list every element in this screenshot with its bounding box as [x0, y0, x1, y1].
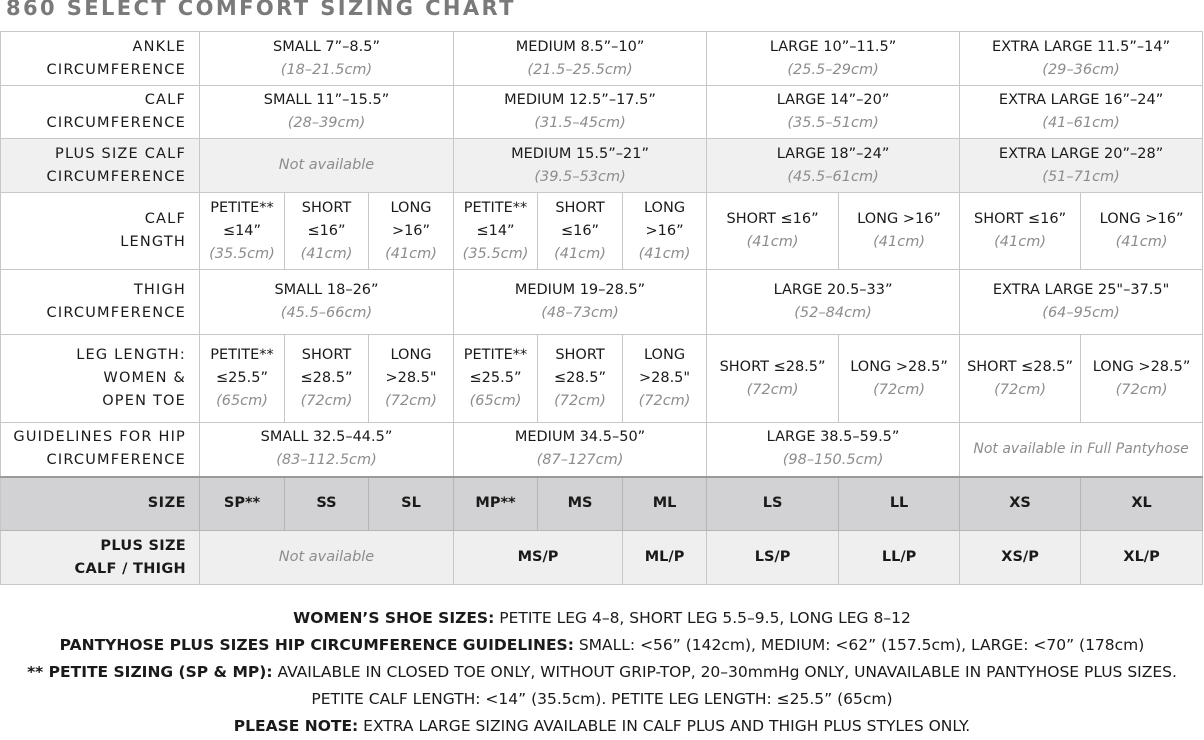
length-cell: PETITE** ≤25.5” (65cm)	[454, 335, 538, 423]
size-code: SS	[285, 477, 369, 531]
size-code: LL/P	[839, 531, 960, 585]
leg-length-row	[1, 335, 1203, 423]
size-cell: SMALL 18–26” (45.5–66cm)	[200, 270, 454, 335]
petite-sizing-note: ** PETITE SIZING (SP & MP): AVAILABLE IN CLOSED TOE ONLY, WITHOUT GRIP-TOP, 20–30mmHg ONLY, UNAVAILABLE IN PANTYHOSE PLUS SIZES.	[27, 663, 1177, 681]
size-cell: LARGE 20.5–33” (52–84cm)	[707, 270, 960, 335]
calf-length-row	[1, 193, 1203, 270]
size-code: LS	[707, 477, 839, 531]
length-cell: LONG >16” (41cm)	[839, 193, 960, 270]
size-code: ML/P	[623, 531, 707, 585]
size-cell: LARGE 38.5–59.5” (98–150.5cm)	[707, 423, 960, 477]
row-label: THIGH CIRCUMFERENCE	[1, 270, 200, 335]
not-available-cell: Not available in Full Pantyhose	[960, 423, 1203, 477]
petite-length-note: PETITE CALF LENGTH: <14” (35.5cm). PETITE LEG LENGTH: ≤25.5” (65cm)	[311, 690, 893, 708]
size-cell: LARGE 10”–11.5” (25.5–29cm)	[707, 32, 960, 86]
length-cell: LONG >28.5" (72cm)	[623, 335, 707, 423]
size-cell: LARGE 18”–24” (45.5–61cm)	[707, 139, 960, 193]
row-label: PLUS SIZE CALF / THIGH	[1, 531, 200, 585]
please-note: PLEASE NOTE: EXTRA LARGE SIZING AVAILABLE IN CALF PLUS AND THIGH PLUS STYLES ONLY.	[233, 717, 971, 735]
size-cell: MEDIUM 12.5”–17.5” (31.5–45cm)	[454, 86, 707, 139]
row-label: PLUS SIZE CALF CIRCUMFERENCE	[1, 139, 200, 193]
size-code-row	[1, 477, 1203, 531]
length-cell: SHORT ≤16” (41cm)	[538, 193, 623, 270]
length-cell: SHORT ≤28.5” (72cm)	[285, 335, 369, 423]
hip-circumference-row	[1, 423, 1203, 477]
length-cell: LONG >16” (41cm)	[369, 193, 454, 270]
row-label: CALF LENGTH	[1, 193, 200, 270]
length-cell: LONG >28.5” (72cm)	[1081, 335, 1203, 423]
size-cell: EXTRA LARGE 20”–28” (51–71cm)	[960, 139, 1203, 193]
size-cell: SMALL 7”–8.5” (18–21.5cm)	[200, 32, 454, 86]
size-code: MS	[538, 477, 623, 531]
length-cell: SHORT ≤16” (41cm)	[285, 193, 369, 270]
length-cell: SHORT ≤28.5” (72cm)	[707, 335, 839, 423]
thigh-circumference-row	[1, 270, 1203, 335]
plus-size-calf-row	[1, 139, 1203, 193]
size-cell: SMALL 11”–15.5” (28–39cm)	[200, 86, 454, 139]
length-cell: SHORT ≤16” (41cm)	[707, 193, 839, 270]
length-cell: LONG >28.5" (72cm)	[369, 335, 454, 423]
shoe-sizes-note: WOMEN’S SHOE SIZES: PETITE LEG 4–8, SHORT LEG 5.5–9.5, LONG LEG 8–12	[293, 609, 911, 627]
row-label: SIZE	[1, 477, 200, 531]
size-cell: SMALL 32.5–44.5” (83–112.5cm)	[200, 423, 454, 477]
row-label: ANKLE CIRCUMFERENCE	[1, 32, 200, 86]
calf-circumference-row	[1, 86, 1203, 139]
size-cell: EXTRA LARGE 11.5”–14” (29–36cm)	[960, 32, 1203, 86]
length-cell: PETITE** ≤14” (35.5cm)	[200, 193, 285, 270]
size-code: LL	[839, 477, 960, 531]
size-cell: MEDIUM 15.5”–21” (39.5–53cm)	[454, 139, 707, 193]
length-cell: SHORT ≤16” (41cm)	[960, 193, 1081, 270]
size-code: SP**	[200, 477, 285, 531]
pantyhose-hip-note: PANTYHOSE PLUS SIZES HIP CIRCUMFERENCE GUIDELINES: SMALL: <56” (142cm), MEDIUM: <62” (157.5cm), LARGE: <70” (178cm)	[59, 636, 1145, 654]
length-cell: PETITE** ≤14” (35.5cm)	[454, 193, 538, 270]
size-cell: MEDIUM 19–28.5” (48–73cm)	[454, 270, 707, 335]
size-code: XL	[1081, 477, 1203, 531]
size-code: MP**	[454, 477, 538, 531]
row-label: CALF CIRCUMFERENCE	[1, 86, 200, 139]
size-code: SL	[369, 477, 454, 531]
length-cell: LONG >16” (41cm)	[623, 193, 707, 270]
size-cell: MEDIUM 8.5”–10” (21.5–25.5cm)	[454, 32, 707, 86]
size-code: XS	[960, 477, 1081, 531]
length-cell: LONG >28.5” (72cm)	[839, 335, 960, 423]
footnotes	[0, 605, 1204, 740]
size-code: XL/P	[1081, 531, 1203, 585]
chart-title: 860 SELECT COMFORT SIZING CHART	[6, 0, 516, 20]
length-cell: LONG >16” (41cm)	[1081, 193, 1203, 270]
length-cell: SHORT ≤28.5” (72cm)	[960, 335, 1081, 423]
size-cell: LARGE 14”–20” (35.5–51cm)	[707, 86, 960, 139]
not-available-cell: Not available	[200, 139, 454, 193]
sizing-table	[0, 31, 1203, 585]
not-available-cell: Not available	[200, 531, 454, 585]
size-cell: MEDIUM 34.5–50” (87–127cm)	[454, 423, 707, 477]
length-cell: PETITE** ≤25.5” (65cm)	[200, 335, 285, 423]
size-code: XS/P	[960, 531, 1081, 585]
length-cell: SHORT ≤28.5” (72cm)	[538, 335, 623, 423]
size-cell: EXTRA LARGE 16”–24” (41–61cm)	[960, 86, 1203, 139]
row-label: LEG LENGTH: WOMEN & OPEN TOE	[1, 335, 200, 423]
size-cell: EXTRA LARGE 25"–37.5" (64–95cm)	[960, 270, 1203, 335]
ankle-circumference-row	[1, 32, 1203, 86]
size-code: ML	[623, 477, 707, 531]
row-label: GUIDELINES FOR HIP CIRCUMFERENCE	[1, 423, 200, 477]
size-code: MS/P	[454, 531, 623, 585]
size-code: LS/P	[707, 531, 839, 585]
plus-size-code-row	[1, 531, 1203, 585]
